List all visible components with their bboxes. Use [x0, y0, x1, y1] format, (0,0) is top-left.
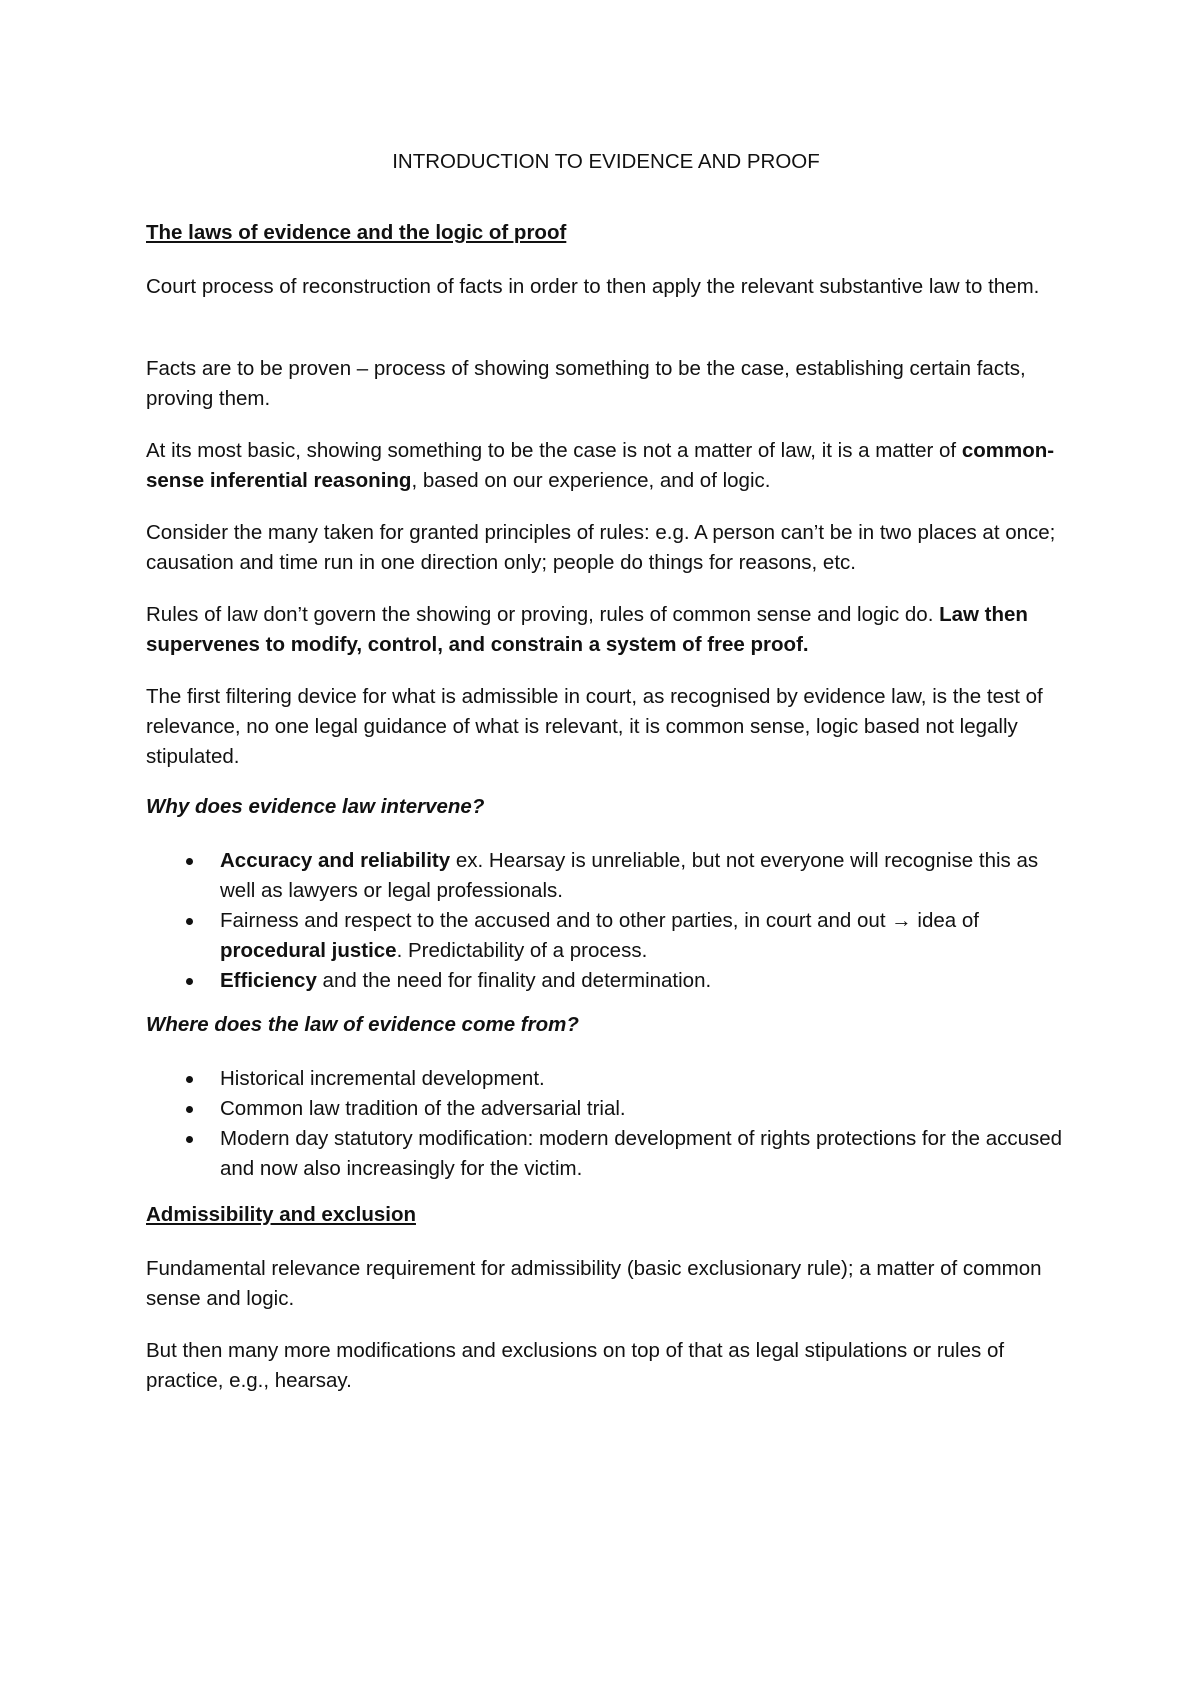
document-title: INTRODUCTION TO EVIDENCE AND PROOF	[392, 150, 820, 173]
section-heading-laws-of-evidence	[146, 218, 1066, 248]
list-item	[146, 1124, 1066, 1184]
text-run: Modern day statutory modification: modern development of rights protections for the accused and now also increasingly for the victim.	[220, 1127, 1063, 1180]
paragraph-most-basic	[146, 436, 1066, 496]
list-item	[146, 1064, 1066, 1094]
bullet-icon	[186, 858, 193, 865]
section-heading-why-intervene	[146, 792, 1066, 822]
list-item	[146, 1094, 1066, 1124]
text-run: Historical incremental development.	[220, 1067, 545, 1090]
section-heading-text: Where does the law of evidence come from?	[146, 1013, 579, 1036]
bold-run: common-sense inferential reasoning	[146, 439, 1055, 492]
text-run: , based on our experience, and of logic.	[411, 469, 771, 492]
text-run: Common law tradition of the adversarial trial.	[220, 1097, 626, 1120]
bullet-icon	[186, 1136, 193, 1143]
bold-run: Accuracy and reliability	[220, 849, 451, 872]
bullet-icon	[186, 1106, 193, 1113]
list-item	[146, 966, 1066, 996]
paragraph-consider-principles: Consider the many taken for granted principles of rules: e.g. A person can’t be in two places at once; causation and time run in one direction only; people do things for reasons, etc.	[146, 521, 1056, 574]
text-run: At its most basic, showing something to be the case is not a matter of law, it is a matter of	[146, 439, 962, 462]
bullet-list-where-from	[146, 1064, 1066, 1184]
text-run: and the need for finality and determination.	[316, 969, 712, 992]
text-run: Fairness and respect to the accused and to other parties, in court and out → idea of	[220, 909, 979, 932]
bold-run: procedural justice	[220, 939, 397, 962]
section-heading-text: Admissibility and exclusion	[146, 1203, 416, 1226]
section-heading-where-from	[146, 1010, 1066, 1040]
paragraph-first-filtering: The first filtering device for what is admissible in court, as recognised by evidence law, is the test of relevance, no one legal guidance of what is relevant, it is common sense, logic based not legally stipulated.	[146, 685, 1043, 768]
paragraph-many-modifications: But then many more modifications and exclusions on top of that as legal stipulations or rules of practice, e.g., hearsay.	[146, 1339, 1005, 1392]
bullet-icon	[186, 978, 193, 985]
section-heading-admissibility	[146, 1200, 1066, 1230]
bold-run: Efficiency	[220, 969, 317, 992]
list-item	[146, 906, 1066, 966]
paragraph-court-process: Court process of reconstruction of facts in order to then apply the relevant substantive law to them.	[146, 275, 1040, 298]
section-heading-text: The laws of evidence and the logic of proof	[146, 221, 567, 244]
paragraph-rules-of-law	[146, 600, 1066, 660]
text-run: . Predictability of a process.	[396, 939, 648, 962]
bullet-icon	[186, 918, 193, 925]
text-run: Rules of law don’t govern the showing or proving, rules of common sense and logic do.	[146, 603, 940, 626]
list-item	[146, 846, 1066, 906]
bullet-list-why-intervene	[146, 846, 1066, 996]
bullet-icon	[186, 1076, 193, 1083]
text-run: ex. Hearsay is unreliable, but not everyone will recognise this as well as lawyers or legal professionals.	[220, 849, 1039, 902]
paragraph-fundamental-relevance: Fundamental relevance requirement for admissibility (basic exclusionary rule); a matter of common sense and logic.	[146, 1257, 1042, 1310]
bold-run: Law then supervenes to modify, control, and constrain a system of free proof.	[146, 603, 1028, 656]
section-heading-text: Why does evidence law intervene?	[146, 795, 485, 818]
paragraph-facts-proven: Facts are to be proven – process of showing something to be the case, establishing certain facts, proving them.	[146, 357, 1026, 410]
